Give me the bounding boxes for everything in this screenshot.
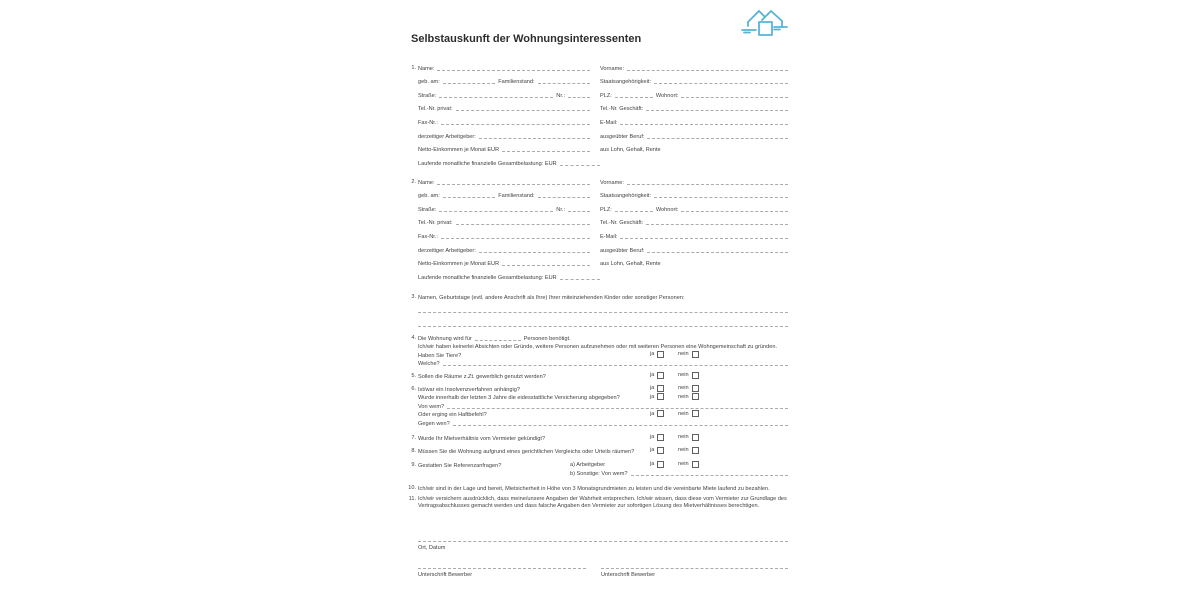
question-tiere: Haben Sie Tiere?: [418, 352, 462, 359]
item-4-line1-pre: Die Wohnung wird für: [418, 335, 472, 342]
fill-line: [439, 211, 553, 212]
label-staatsangehoerigkeit: Staatsangehörigkeit:: [600, 79, 651, 86]
label-gegen-wen: Gegen wen?: [418, 420, 450, 427]
checkbox-ja[interactable]: [657, 351, 664, 358]
ja-option: [650, 385, 664, 392]
label-plz: PLZ:: [600, 206, 612, 213]
fill-line: [620, 124, 788, 125]
fill-line: [646, 110, 788, 111]
fill-line: [475, 340, 521, 341]
ja-option: [650, 447, 664, 454]
house-logo-icon: [740, 5, 790, 41]
question-gewerblich: Sollen die Räume z.Zt. gewerblich genutzt werden?: [418, 373, 546, 380]
nein-label: nein: [678, 410, 689, 417]
label-fax: Fax-Nr.:: [418, 233, 438, 240]
ja-label: ja: [650, 410, 655, 417]
label-vorname: Vorname:: [600, 179, 624, 186]
item-number: 9.: [411, 461, 416, 468]
fill-line: [646, 224, 788, 225]
field-row: [405, 126, 788, 140]
label-welche: Welche?: [418, 361, 440, 368]
nein-option: [678, 351, 699, 358]
fill-line: [418, 541, 788, 542]
question-referenzen: Gestatten Sie Referenzanfragen?: [418, 462, 502, 469]
item-7-section: [405, 433, 788, 442]
item-number: 2.: [411, 178, 416, 185]
fill-line: [654, 83, 788, 84]
fill-line: [615, 97, 653, 98]
item-3-text: Namen, Geburtstage (evtl. andere Anschrift als Ihre) Ihrer miteinziehenden Kinder oder sonstiger Personen:: [418, 294, 685, 301]
item-5-section: [405, 371, 788, 380]
label-arbeitgeber: derzeitiger Arbeitgeber:: [418, 133, 476, 140]
nein-option: [678, 372, 699, 379]
fill-line: [647, 138, 788, 139]
field-row: [405, 199, 788, 213]
label-strasse: Straße:: [418, 206, 437, 213]
ja-label: ja: [650, 447, 655, 454]
signature-line: [601, 568, 788, 569]
item-4-line1-post: Personen benötigt.: [523, 335, 571, 342]
ja-option: [650, 410, 664, 417]
applicant-section-2: [405, 172, 788, 281]
nein-label: nein: [678, 385, 689, 392]
item-number: 1.: [411, 64, 416, 71]
signature-block: [405, 563, 788, 578]
option-b-sonstige: b) Sonstige: Von wem?: [570, 471, 628, 478]
item-11-text: Ich/wir versichern ausdrücklich, dass meine/unsere Angaben der Wahrheit entsprechen. Ich/wir wissen, dass diese vom Vermieter zur Grundlage des Vertragsabschlusses gemacht werden und dass falsche Angaben den Vermieter zur sofortigen Lösung des Mietverhältnisses berechtigen.: [418, 496, 787, 509]
place-date-block: [405, 536, 788, 551]
fill-line: [443, 197, 495, 198]
item-4-line2: Ich/wir haben keinerlei Absichten oder Gründe, weitere Personen aufzunehmen oder mit weiteren Personen eine Wohngemeinschaft zu gründen.: [418, 344, 778, 351]
nein-label: nein: [678, 447, 689, 454]
nein-label: nein: [678, 372, 689, 379]
applicant-section-1: [405, 58, 788, 167]
label-email: E-Mail:: [600, 233, 618, 240]
nein-option: [678, 385, 699, 392]
fill-line: [456, 224, 590, 225]
field-row: [405, 213, 788, 227]
item-9-section: [405, 460, 788, 477]
item-number: 8.: [411, 447, 416, 454]
nein-option: [678, 410, 699, 417]
checkbox-nein[interactable]: [692, 434, 699, 441]
page-title: Selbstauskunft der Wohnungsinteressenten: [411, 33, 642, 45]
field-row: [405, 226, 788, 240]
ja-label: ja: [650, 385, 655, 392]
label-tel-geschaeft: Tel.-Nr. Geschäft:: [600, 106, 644, 113]
fill-line: [418, 312, 788, 313]
question-insolvenz: Ist/war ein Insolvenzverfahren anhängig?: [418, 386, 520, 393]
option-a-arbeitgeber: a) Arbeitgeber: [570, 461, 606, 468]
fill-line: [681, 211, 788, 212]
field-row: [405, 58, 788, 72]
checkbox-ja[interactable]: [657, 410, 664, 417]
fill-line: [502, 265, 590, 266]
fill-line: [456, 110, 590, 111]
fill-line: [627, 184, 788, 185]
item-8-section: [405, 446, 788, 455]
nein-label: nein: [678, 461, 689, 468]
ja-label: ja: [650, 434, 655, 441]
fill-line: [538, 83, 590, 84]
item-10-section: [405, 483, 788, 492]
fill-line: [437, 184, 590, 185]
fill-line: [418, 326, 788, 327]
signature-label-2: Unterschrift Bewerber: [601, 572, 656, 578]
checkbox-ja[interactable]: [657, 434, 664, 441]
label-netto-einkommen: Netto-Einkommen je Monat EUR: [418, 261, 500, 268]
form-document: [405, 0, 788, 600]
label-tel-privat: Tel.-Nr. privat:: [418, 220, 453, 227]
field-row: [405, 140, 788, 154]
label-lohn-gehalt-rente: aus Lohn, Gehalt, Rente: [600, 261, 661, 268]
fill-line: [620, 238, 788, 239]
label-plz: PLZ:: [600, 92, 612, 99]
fill-line: [631, 475, 788, 476]
label-familienstand: Familienstand:: [498, 79, 535, 86]
fill-line: [538, 197, 590, 198]
label-lohn-gehalt-rente: aus Lohn, Gehalt, Rente: [600, 147, 661, 154]
label-beruf: ausgeübter Beruf:: [600, 247, 645, 254]
label-name: Name:: [418, 179, 435, 186]
label-staatsangehoerigkeit: Staatsangehörigkeit:: [600, 193, 651, 200]
ja-option: [650, 434, 664, 441]
item-number: 5.: [411, 372, 416, 379]
question-gekuendigt: Wurde Ihr Mietverhältnis vom Vermieter gekündigt?: [418, 435, 546, 442]
item-number: 11.: [408, 496, 416, 502]
field-row: [405, 99, 788, 113]
fill-line: [502, 151, 590, 152]
ja-label: ja: [650, 372, 655, 379]
label-nr: Nr.:: [556, 206, 565, 213]
nein-option: [678, 447, 699, 454]
label-strasse: Straße:: [418, 92, 437, 99]
item-number: 10.: [408, 484, 416, 491]
place-date-label: Ort, Datum: [418, 545, 446, 551]
item-11-section: [405, 496, 788, 510]
fill-line: [441, 124, 590, 125]
fill-line: [681, 97, 788, 98]
fill-line: [443, 365, 788, 366]
ja-label: ja: [650, 393, 655, 400]
label-gesamtbelastung: Laufende monatliche finanzielle Gesamtbelastung: EUR: [418, 274, 557, 281]
checkbox-ja[interactable]: [657, 447, 664, 454]
signature-line: [418, 568, 586, 569]
ja-option: [650, 461, 664, 468]
checkbox-ja[interactable]: [657, 385, 664, 392]
ja-option: [650, 372, 664, 379]
field-row: [405, 112, 788, 126]
fill-line: [647, 252, 788, 253]
field-row: [405, 72, 788, 86]
checkbox-nein[interactable]: [692, 372, 699, 379]
field-row: [405, 153, 788, 167]
question-haftbefehl: Oder erging ein Haftbefehl?: [418, 412, 487, 419]
item-number: 4.: [411, 334, 416, 341]
item-number: 7.: [411, 434, 416, 441]
nein-label: nein: [678, 434, 689, 441]
fill-line: [439, 97, 553, 98]
fill-line: [568, 97, 590, 98]
ja-label: ja: [650, 351, 655, 358]
fill-line: [443, 83, 495, 84]
question-raeumen: Müssen Sie die Wohnung aufgrund eines gerichtlichen Vergleichs oder Urteils räumen?: [418, 448, 635, 455]
label-arbeitgeber: derzeitiger Arbeitgeber:: [418, 247, 476, 254]
label-gesamtbelastung: Laufende monatliche finanzielle Gesamtbelastung: EUR: [418, 160, 557, 167]
checkbox-nein[interactable]: [692, 393, 699, 400]
nein-option: [678, 393, 699, 400]
checkbox-ja[interactable]: [657, 461, 664, 468]
label-vorname: Vorname:: [600, 65, 624, 72]
nein-option: [678, 434, 699, 441]
checkbox-nein[interactable]: [692, 461, 699, 468]
ja-option: [650, 393, 664, 400]
item-number: 3.: [411, 293, 416, 300]
fill-line: [479, 138, 590, 139]
fill-line: [568, 211, 590, 212]
item-10-text: Ich/wir sind in der Lage und bereit, Mietsicherheit in Höhe von 3 Monatsgrundmieten zu leisten und die vereinbarte Miete laufend zu bezahlen.: [418, 485, 770, 492]
ja-option: [650, 351, 664, 358]
fill-line: [447, 408, 788, 409]
checkbox-ja[interactable]: [657, 372, 664, 379]
label-geb-am: geb. am:: [418, 193, 440, 200]
checkbox-ja[interactable]: [657, 393, 664, 400]
ja-label: ja: [650, 461, 655, 468]
question-eidesstattlich: Wurde innerhalb der letzten 3 Jahre die eidesstattliche Versicherung abgegeben?: [418, 395, 620, 402]
label-beruf: ausgeübter Beruf:: [600, 133, 645, 140]
item-4-section: [405, 333, 788, 367]
checkbox-nein[interactable]: [692, 351, 699, 358]
label-familienstand: Familienstand:: [498, 193, 535, 200]
field-row: [405, 240, 788, 254]
fill-line: [627, 70, 788, 71]
label-email: E-Mail:: [600, 119, 618, 126]
label-wohnort: Wohnort:: [655, 206, 679, 213]
item-number: 6.: [411, 385, 416, 392]
label-nr: Nr.:: [556, 92, 565, 99]
label-name: Name:: [418, 65, 435, 72]
label-tel-privat: Tel.-Nr. privat:: [418, 106, 453, 113]
fill-line: [437, 70, 590, 71]
fill-line: [615, 211, 653, 212]
label-tel-geschaeft: Tel.-Nr. Geschäft:: [600, 220, 644, 227]
signature-label-1: Unterschrift Bewerber: [418, 572, 473, 578]
label-geb-am: geb. am:: [418, 79, 440, 86]
fill-line: [560, 165, 600, 166]
label-fax: Fax-Nr.:: [418, 119, 438, 126]
checkbox-nein[interactable]: [692, 447, 699, 454]
label-wohnort: Wohnort:: [655, 92, 679, 99]
fill-line: [453, 425, 788, 426]
label-von-wem: Von wem?: [418, 403, 445, 410]
field-row: [405, 85, 788, 99]
fill-line: [479, 252, 590, 253]
fill-line: [441, 238, 590, 239]
nein-option: [678, 461, 699, 468]
nein-label: nein: [678, 351, 689, 358]
nein-label: nein: [678, 393, 689, 400]
field-row: [405, 254, 788, 268]
fill-line: [654, 197, 788, 198]
item-6-section: [405, 384, 788, 427]
checkbox-nein[interactable]: [692, 385, 699, 392]
label-netto-einkommen: Netto-Einkommen je Monat EUR: [418, 147, 500, 154]
field-row: [405, 172, 788, 186]
checkbox-nein[interactable]: [692, 410, 699, 417]
field-row: [405, 186, 788, 200]
field-row: [405, 267, 788, 281]
fill-line: [560, 279, 600, 280]
item-3-section: [405, 292, 788, 328]
